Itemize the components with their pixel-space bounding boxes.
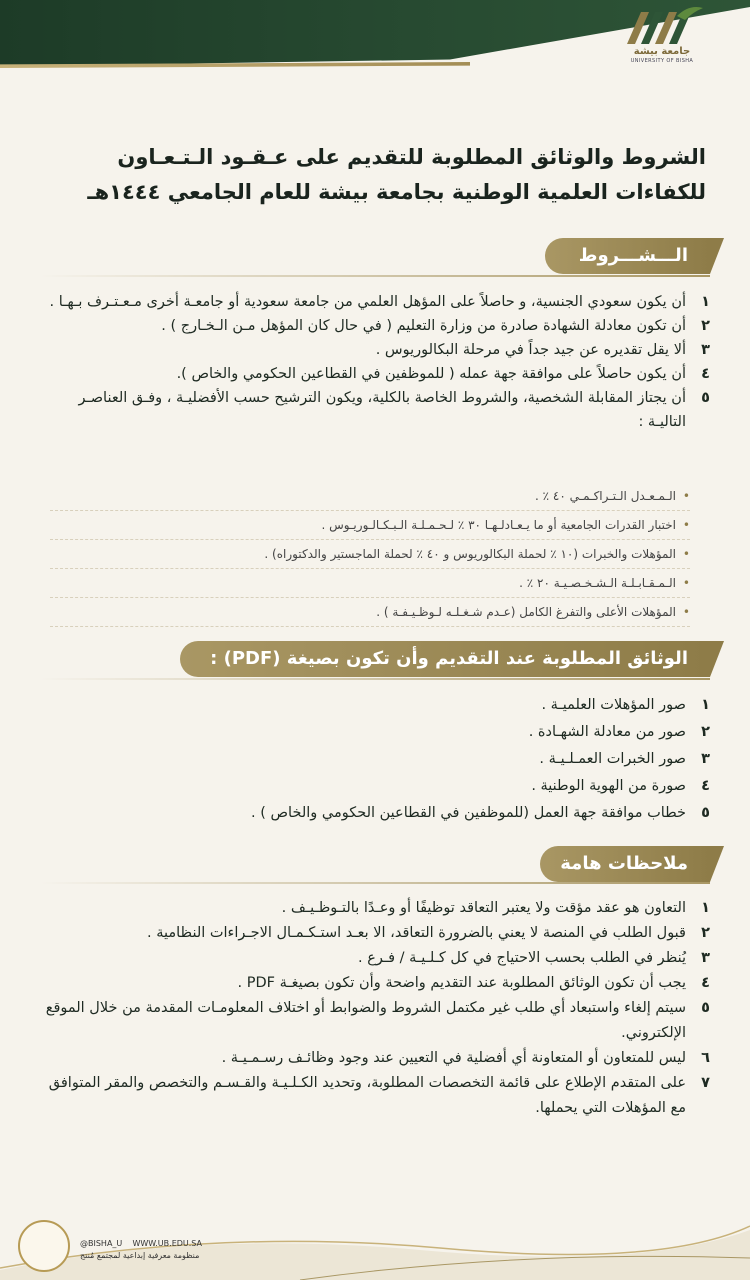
criteria-item: • المؤهلات الأعلى والتفرغ الكامل (عـدم شـغـلـه لـوظـيـفـة ) . [50,598,690,627]
documents-list [40,692,710,827]
section-header-notes: ملاحظات هامة [540,846,710,882]
list-item: ١ التعاون هو عقد مؤقت ولا يعتبر التعاقد توظيفًا أو وعـدًا بالتـوظـيـف . [281,900,710,916]
list-item: ٥ أن يجتاز المقابلة الشخصية، والشروط الخاصة بالكلية، ويكون الترشيح حسب الأفضليـة ، وفـق العناصـر التاليـة : [78,390,710,430]
list-item: ٥ خطاب موافقة جهة العمل (للموظفين في القطاعين الحكومي والخاص ) . [251,805,710,821]
university-logo [602,2,722,74]
title-line-1: الشروط والوثائق المطلوبة للتقديم على عـقـود الـتـعـاون [117,145,706,169]
logo-name-ar: جامعة بيشة [633,46,691,57]
list-item: ٥ سيتم إلغاء واستبعاد أي طلب غير مكتمل الشروط والضوابط أو اختلاف المعلومـات المقدمة من خلال الموقع الإلكتروني. [45,1000,710,1041]
criteria-item: • الـمـعـدل الـتـراكـمـي ٤٠ ٪ . [50,482,690,511]
criteria-item: • اختبار القدرات الجامعية أو ما يـعـادلـهـا ٣٠ ٪ لـحـمـلـة الـبـكـالـوريـوس . [50,511,690,540]
list-item: ٤ أن يكون حاصلاً على موافقة جهة عمله ( للموظفين في القطاعين الحكومي والخاص ). [176,366,710,382]
section-header-conditions: الـــشـــروط [545,238,710,274]
list-item: ٧ على المتقدم الإطلاع على قائمة التخصصات المطلوبة، وتحديد الكـلـيـة والقـسـم والتخصص والمقر المتوافق مع المؤهلات التي يحملها. [48,1075,710,1116]
logo-name-en: UNIVERSITY OF BISHA [630,58,694,64]
page-title [36,140,706,210]
section-divider [40,678,710,680]
list-item: ٢ صور من معادلة الشهـادة . [528,724,710,740]
list-item: ٢ أن تكون معادلة الشهادة صادرة من وزارة التعليم ( في حال كان المؤهل مـن الـخـارج ) . [161,318,710,334]
notes-list [40,896,710,1121]
section-divider [40,882,710,884]
list-item: ٣ ألا يقل تقديره عن جيد جداً في مرحلة البكالوريوس . [375,342,710,358]
section-divider [40,275,710,277]
title-line-2: للكفاءات العلمية الوطنية بجامعة بيشة للعام الجامعي ١٤٤٤هـ [87,180,706,204]
list-item: ٢ قبول الطلب في المنصة لا يعني بالضرورة التعاقد، الا بعـد استـكـمـال الاجـراءات النظامية . [147,925,710,941]
list-item: ٣ يُنظر في الطلب بحسب الاحتياج في كل كـلـيـة / فـرع . [358,950,710,966]
list-item: ١ صور المؤهلات العلميـة . [541,697,710,713]
criteria-list [50,482,690,627]
list-item: ٤ يجب أن تكون الوثائق المطلوبة عند التقديم واضحة وأن تكون بصيغـة PDF . [237,975,710,991]
list-item: ٣ صور الخبرات العمـلـيـة . [539,751,710,767]
list-item: ٦ ليس للمتعاون أو المتعاونة أي أفضلية في التعيين عند وجود وظائـف رسـمـيـة . [221,1050,710,1066]
conditions-list [40,290,710,434]
website-link[interactable]: WWW.UB.EDU.SA [132,1239,203,1248]
footer-info [80,1238,300,1262]
accreditation-seal-icon [18,1220,70,1272]
list-item: ٤ صورة من الهوية الوطنية . [531,778,710,794]
section-header-documents: الوثائق المطلوبة عند التقديم وأن تكون بصيغة (PDF) : [180,641,710,677]
footer-slogan: منظومة معرفية إبداعية لمجتمع مُنتج [80,1251,200,1260]
list-item: ١ أن يكون سعودي الجنسية، و حاصلاً على المؤهل العلمي من جامعة سعودية أو جامعـة أخرى مـعـتـرف بـهـا . [49,294,710,310]
logo-emblem-icon [617,2,707,46]
handle-text[interactable]: @BISHA_U [80,1239,123,1248]
criteria-item: • المؤهلات والخبرات (١٠ ٪ لحملة البكالوريوس و ٤٠ ٪ لحملة الماجستير والدكتوراه) . [50,540,690,569]
criteria-item: • الـمـقـابـلـة الـشـخـصـيـة ٢٠ ٪ . [50,569,690,598]
